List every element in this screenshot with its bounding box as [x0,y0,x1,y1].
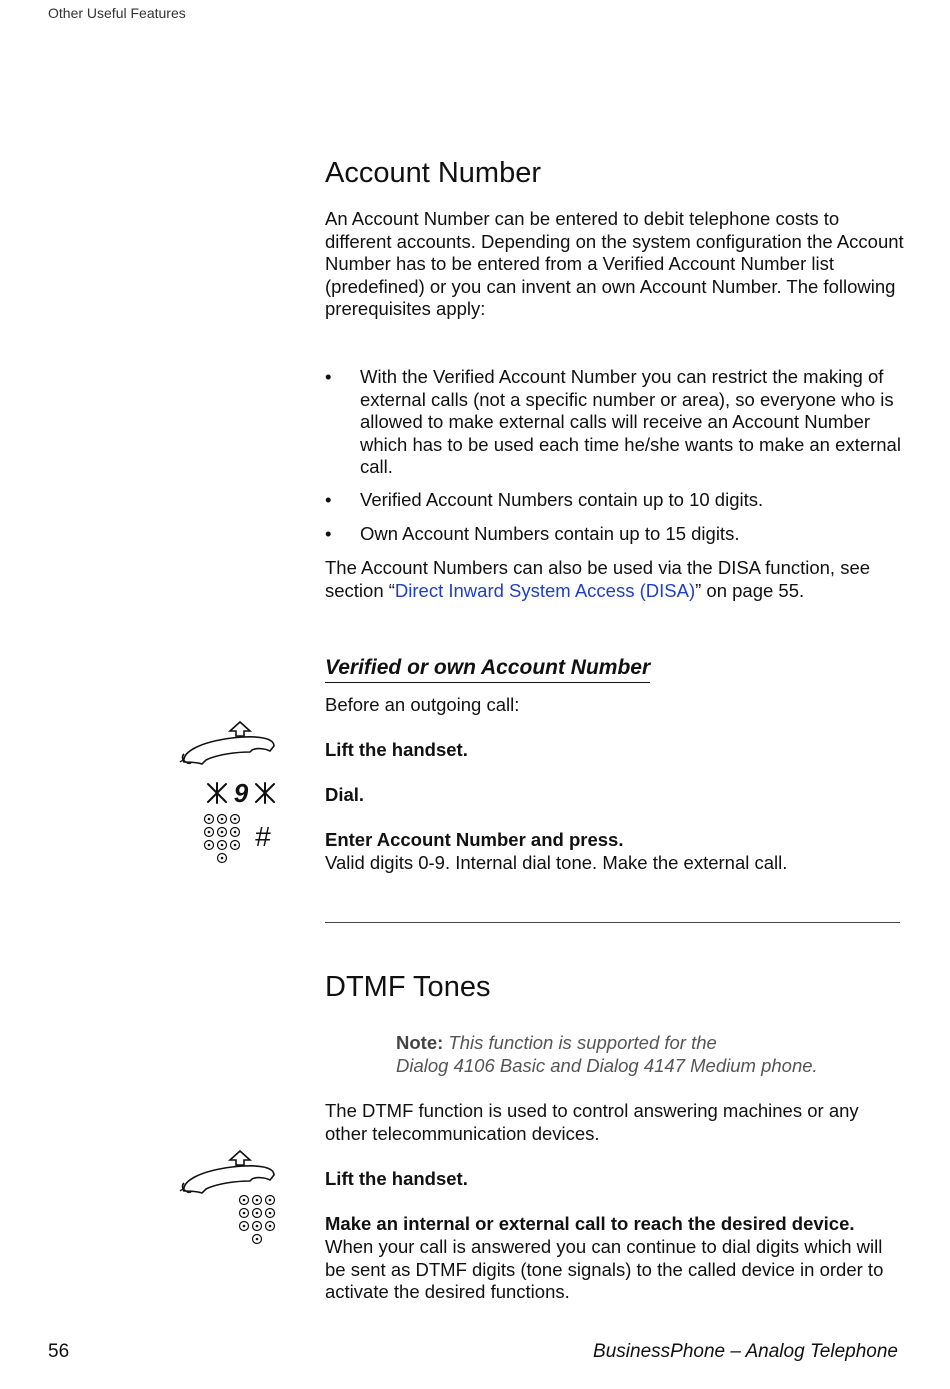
subheading-verified-account: Verified or own Account Number [325,655,650,683]
keypad-icon [237,1194,279,1248]
dtmf-note [396,1032,896,1077]
lift-handset-icon [178,718,278,768]
bullet-symbol: • [325,366,332,387]
bullet-text: Verified Account Numbers contain up to 10 digits. [360,489,764,510]
note-line-1: This function is supported for the [448,1032,717,1053]
dtmf-intro-paragraph: The DTMF function is used to control answering machines or any other telecommunication devices. [325,1100,859,1144]
keypad-icon [202,813,282,867]
page-number: 56 [48,1341,70,1362]
disa-paragraph [325,557,905,602]
before-call-text: Before an outgoing call: [325,694,520,715]
code-digit: 9 [233,778,249,808]
step-make-call-detail: When your call is answered you can continue to dial digits which will be sent as DTMF digits (tone signals) to the called device in order to activate the desired functions. [325,1236,884,1302]
step-enter-account-number: Enter Account Number and press. [325,829,624,850]
disa-link[interactable]: Direct Inward System Access (DISA) [394,579,696,601]
note-label: Note: [396,1032,444,1053]
bullet-text: With the Verified Account Number you can restrict the making of external calls (not a specific number or area), so everyone who is allowed to make external calls will receive an Account Number which has to be used each time he/she wants to make an external call. [360,366,901,477]
lift-handset-icon [178,1147,278,1197]
hash-key-icon: # [255,821,271,852]
star-nine-star-code-icon [206,780,278,806]
section-divider [325,922,900,923]
section-title-account-number: Account Number [325,157,541,189]
book-title: BusinessPhone – Analog Telephone [593,1341,898,1362]
disa-text-before: The Account Numbers can also be used via the DISA function, see section “ [325,557,871,601]
bullet-text: Own Account Numbers contain up to 15 digits. [360,523,740,544]
step-make-call: Make an internal or external call to reach the desired device. [325,1213,855,1234]
bullet-symbol: • [325,489,332,510]
step-lift-handset: Lift the handset. [325,739,468,760]
step-lift-handset: Lift the handset. [325,1168,468,1189]
note-line-2: Dialog 4106 Basic and Dialog 4147 Medium phone. [396,1054,818,1076]
account-intro-paragraph: An Account Number can be entered to debit telephone costs to different accounts. Depending on the system configuration the Account Number has to be entered from a Verified Account Number list (predefined) or you can invent an own Account Number. The following prerequisites apply: [325,208,904,319]
section-title-dtmf-tones: DTMF Tones [325,971,491,1003]
bullet-symbol: • [325,523,332,544]
disa-text-after: ” on page 55. [695,579,805,601]
running-header: Other Useful Features [48,5,186,21]
step-enter-detail: Valid digits 0-9. Internal dial tone. Make the external call. [325,852,788,873]
step-dial: Dial. [325,784,365,805]
